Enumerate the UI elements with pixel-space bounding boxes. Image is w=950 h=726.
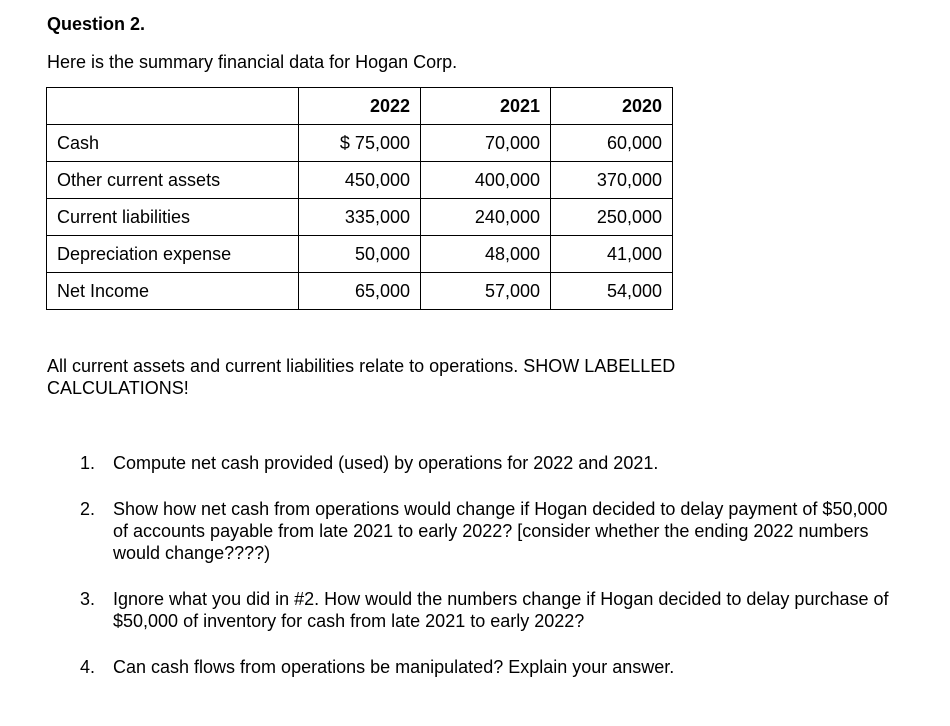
row-label-cell: Current liabilities: [47, 199, 299, 236]
item-text: Show how net cash from operations would change if Hogan decided to delay payment of $50,000 of accounts payable from late 2021 to early 2022? [consider whether the ending 2022 numbers would change????): [113, 499, 888, 563]
list-item: [80, 498, 895, 564]
row-2020-cell: 54,000: [551, 273, 673, 310]
row-2020-cell: 60,000: [551, 125, 673, 162]
row-2022-cell: 450,000: [299, 162, 421, 199]
row-2021-cell: 400,000: [421, 162, 551, 199]
row-2021-cell: 48,000: [421, 236, 551, 273]
header-2022-cell: 2022: [299, 88, 421, 125]
instructions-note: All current assets and current liabilities relate to operations. SHOW LABELLED CALCULATIONS!: [47, 356, 676, 398]
row-2020-cell: 41,000: [551, 236, 673, 273]
table-header-row: [47, 88, 673, 125]
table-row: [47, 125, 673, 162]
row-2022-cell: 50,000: [299, 236, 421, 273]
row-2022-cell: $ 75,000: [299, 125, 421, 162]
table-row: [47, 199, 673, 236]
header-2021-cell: 2021: [421, 88, 551, 125]
item-text: Can cash flows from operations be manipulated? Explain your answer.: [113, 657, 675, 677]
row-label-cell: Other current assets: [47, 162, 299, 199]
item-text: Compute net cash provided (used) by operations for 2022 and 2021.: [113, 453, 659, 473]
table-row: [47, 273, 673, 310]
header-label-cell: [47, 88, 299, 125]
list-item: [80, 656, 895, 678]
row-label-cell: Net Income: [47, 273, 299, 310]
row-label-cell: Cash: [47, 125, 299, 162]
question-list: [80, 452, 895, 702]
row-2021-cell: 57,000: [421, 273, 551, 310]
row-2021-cell: 70,000: [421, 125, 551, 162]
row-label-cell: Depreciation expense: [47, 236, 299, 273]
financial-data-table: [46, 87, 673, 310]
table-row: [47, 236, 673, 273]
row-2020-cell: 250,000: [551, 199, 673, 236]
intro-text: Here is the summary financial data for Hogan Corp.: [47, 52, 458, 72]
item-number: 1.: [80, 453, 96, 473]
header-2020-cell: 2020: [551, 88, 673, 125]
list-item: [80, 452, 895, 474]
row-2020-cell: 370,000: [551, 162, 673, 199]
list-item: [80, 588, 895, 632]
item-number: 4.: [80, 657, 96, 677]
item-number: 2.: [80, 499, 96, 519]
row-2022-cell: 65,000: [299, 273, 421, 310]
row-2021-cell: 240,000: [421, 199, 551, 236]
question-heading: Question 2.: [47, 14, 146, 34]
item-text: Ignore what you did in #2. How would the numbers change if Hogan decided to delay purchase of $50,000 of inventory for cash from late 2021 to early 2022?: [113, 589, 889, 631]
row-2022-cell: 335,000: [299, 199, 421, 236]
table-row: [47, 162, 673, 199]
item-number: 3.: [80, 589, 96, 609]
